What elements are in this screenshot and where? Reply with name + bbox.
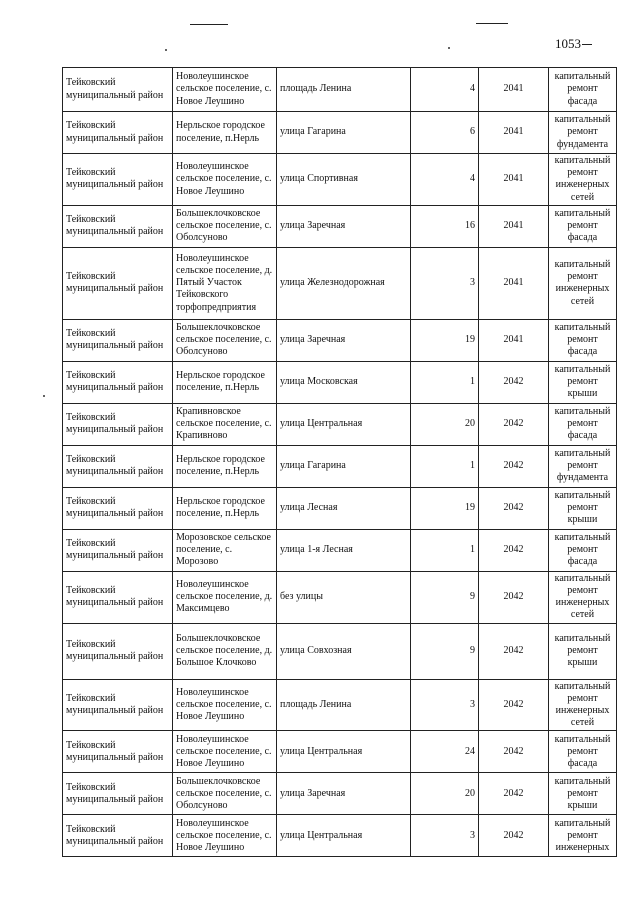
cell-year: 2041 xyxy=(479,68,549,112)
cell-settlement: Нерльское городское поселение, п.Нерль xyxy=(173,112,277,154)
cell-year: 2042 xyxy=(479,773,549,815)
cell-street: улица Гагарина xyxy=(277,112,411,154)
cell-settlement: Нерльское городское поселение, п.Нерль xyxy=(173,487,277,529)
cell-house-number: 20 xyxy=(411,773,479,815)
table-row xyxy=(63,815,617,857)
cell-street: улица Спортивная xyxy=(277,154,411,206)
cell-year: 2042 xyxy=(479,361,549,403)
cell-house-number: 19 xyxy=(411,487,479,529)
cell-work-type: капитальный ремонт фасада xyxy=(549,205,617,247)
cell-street: улица Центральная xyxy=(277,815,411,857)
cell-year: 2042 xyxy=(479,445,549,487)
cell-settlement: Новолеушинское сельское поселение, с. Новое Леушино xyxy=(173,815,277,857)
table-row xyxy=(63,319,617,361)
cell-work-type: капитальный ремонт фасада xyxy=(549,319,617,361)
cell-district: Тейковский муниципальный район xyxy=(63,112,173,154)
cell-year: 2041 xyxy=(479,154,549,206)
cell-settlement: Нерльское городское поселение, п.Нерль xyxy=(173,361,277,403)
cell-street: улица Центральная xyxy=(277,731,411,773)
cell-district: Тейковский муниципальный район xyxy=(63,773,173,815)
cell-work-type: капитальный ремонт фундамента xyxy=(549,112,617,154)
cell-district: Тейковский муниципальный район xyxy=(63,679,173,731)
cell-work-type: капитальный ремонт крыши xyxy=(549,487,617,529)
cell-year: 2042 xyxy=(479,571,549,623)
cell-work-type: капитальный ремонт фасада xyxy=(549,731,617,773)
scan-artifact-dash xyxy=(190,24,228,25)
cell-settlement: Новолеушинское сельское поселение, с. Новое Леушино xyxy=(173,679,277,731)
cell-year: 2042 xyxy=(479,403,549,445)
table-row xyxy=(63,154,617,206)
cell-street: улица Московская xyxy=(277,361,411,403)
cell-work-type: капитальный ремонт крыши xyxy=(549,361,617,403)
cell-district: Тейковский муниципальный район xyxy=(63,319,173,361)
cell-settlement: Новолеушинское сельское поселение, с. Новое Леушино xyxy=(173,154,277,206)
table-row xyxy=(63,247,617,319)
cell-house-number: 6 xyxy=(411,112,479,154)
cell-work-type: капитальный ремонт фасада xyxy=(549,403,617,445)
table-row xyxy=(63,731,617,773)
cell-district: Тейковский муниципальный район xyxy=(63,403,173,445)
cell-year: 2041 xyxy=(479,112,549,154)
cell-settlement: Большеклочковское сельское поселение, с. Оболсуново xyxy=(173,773,277,815)
cell-year: 2041 xyxy=(479,205,549,247)
cell-work-type: капитальный ремонт крыши xyxy=(549,773,617,815)
cell-year: 2042 xyxy=(479,815,549,857)
cell-street: улица Лесная xyxy=(277,487,411,529)
table-row xyxy=(63,205,617,247)
cell-street: улица Гагарина xyxy=(277,445,411,487)
cell-settlement: Нерльское городское поселение, п.Нерль xyxy=(173,445,277,487)
page-number: 1053 xyxy=(555,36,581,51)
scan-artifact-dash xyxy=(582,44,592,45)
cell-year: 2042 xyxy=(479,731,549,773)
cell-street: улица Совхозная xyxy=(277,623,411,679)
cell-house-number: 4 xyxy=(411,68,479,112)
cell-street: улица 1-я Лесная xyxy=(277,529,411,571)
cell-street: улица Заречная xyxy=(277,773,411,815)
table-row xyxy=(63,361,617,403)
cell-settlement: Крапивновское сельское поселение, с. Крапивново xyxy=(173,403,277,445)
scan-artifact-dash xyxy=(476,23,508,24)
cell-house-number: 3 xyxy=(411,247,479,319)
cell-street: без улицы xyxy=(277,571,411,623)
cell-work-type: капитальный ремонт фундамента xyxy=(549,445,617,487)
cell-district: Тейковский муниципальный район xyxy=(63,154,173,206)
cell-street: площадь Ленина xyxy=(277,68,411,112)
table-row xyxy=(63,445,617,487)
cell-year: 2041 xyxy=(479,247,549,319)
cell-work-type: капитальный ремонт крыши xyxy=(549,623,617,679)
table-row xyxy=(63,571,617,623)
cell-street: улица Центральная xyxy=(277,403,411,445)
cell-work-type: капитальный ремонт инженерных сетей xyxy=(549,571,617,623)
cell-house-number: 16 xyxy=(411,205,479,247)
cell-house-number: 1 xyxy=(411,445,479,487)
table-row xyxy=(63,529,617,571)
cell-street: улица Заречная xyxy=(277,319,411,361)
cell-district: Тейковский муниципальный район xyxy=(63,247,173,319)
table-row xyxy=(63,773,617,815)
cell-district: Тейковский муниципальный район xyxy=(63,361,173,403)
table-row xyxy=(63,68,617,112)
cell-settlement: Новолеушинское сельское поселение, д. Максимцево xyxy=(173,571,277,623)
cell-district: Тейковский муниципальный район xyxy=(63,529,173,571)
scan-artifact-dot xyxy=(43,395,45,397)
cell-district: Тейковский муниципальный район xyxy=(63,571,173,623)
cell-district: Тейковский муниципальный район xyxy=(63,68,173,112)
cell-settlement: Новолеушинское сельское поселение, с. Новое Леушино xyxy=(173,731,277,773)
housing-repair-table xyxy=(62,67,617,857)
cell-settlement: Новолеушинское сельское поселение, д. Пятый Участок Тейковского торфопредприятия xyxy=(173,247,277,319)
cell-year: 2041 xyxy=(479,319,549,361)
cell-work-type: капитальный ремонт инженерных сетей xyxy=(549,679,617,731)
cell-house-number: 24 xyxy=(411,731,479,773)
cell-street: улица Железнодорожная xyxy=(277,247,411,319)
cell-district: Тейковский муниципальный район xyxy=(63,623,173,679)
cell-settlement: Большеклочковское сельское поселение, д. Большое Клочково xyxy=(173,623,277,679)
cell-settlement: Новолеушинское сельское поселение, с. Новое Леушино xyxy=(173,68,277,112)
cell-house-number: 4 xyxy=(411,154,479,206)
cell-district: Тейковский муниципальный район xyxy=(63,731,173,773)
cell-house-number: 9 xyxy=(411,571,479,623)
cell-settlement: Большеклочковское сельское поселение, с. Оболсуново xyxy=(173,205,277,247)
table-row xyxy=(63,487,617,529)
cell-settlement: Морозовское сельское поселение, с. Морозово xyxy=(173,529,277,571)
table-body xyxy=(63,68,617,857)
cell-house-number: 9 xyxy=(411,623,479,679)
cell-house-number: 20 xyxy=(411,403,479,445)
cell-house-number: 1 xyxy=(411,529,479,571)
cell-year: 2042 xyxy=(479,679,549,731)
cell-year: 2042 xyxy=(479,529,549,571)
cell-work-type: капитальный ремонт инженерных сетей xyxy=(549,247,617,319)
cell-work-type: капитальный ремонт инженерных сетей xyxy=(549,154,617,206)
cell-house-number: 3 xyxy=(411,815,479,857)
cell-settlement: Большеклочковское сельское поселение, с. Оболсуново xyxy=(173,319,277,361)
cell-house-number: 1 xyxy=(411,361,479,403)
table-row xyxy=(63,112,617,154)
cell-work-type: капитальный ремонт инженерных xyxy=(549,815,617,857)
scan-artifact-dot xyxy=(448,47,450,49)
table-row xyxy=(63,623,617,679)
table-row xyxy=(63,679,617,731)
cell-district: Тейковский муниципальный район xyxy=(63,487,173,529)
table-row xyxy=(63,403,617,445)
cell-year: 2042 xyxy=(479,487,549,529)
cell-district: Тейковский муниципальный район xyxy=(63,815,173,857)
cell-house-number: 3 xyxy=(411,679,479,731)
cell-year: 2042 xyxy=(479,623,549,679)
cell-district: Тейковский муниципальный район xyxy=(63,445,173,487)
cell-street: площадь Ленина xyxy=(277,679,411,731)
cell-work-type: капитальный ремонт фасада xyxy=(549,68,617,112)
scan-artifact-dot xyxy=(165,49,167,51)
cell-district: Тейковский муниципальный район xyxy=(63,205,173,247)
cell-house-number: 19 xyxy=(411,319,479,361)
cell-street: улица Заречная xyxy=(277,205,411,247)
cell-work-type: капитальный ремонт фасада xyxy=(549,529,617,571)
